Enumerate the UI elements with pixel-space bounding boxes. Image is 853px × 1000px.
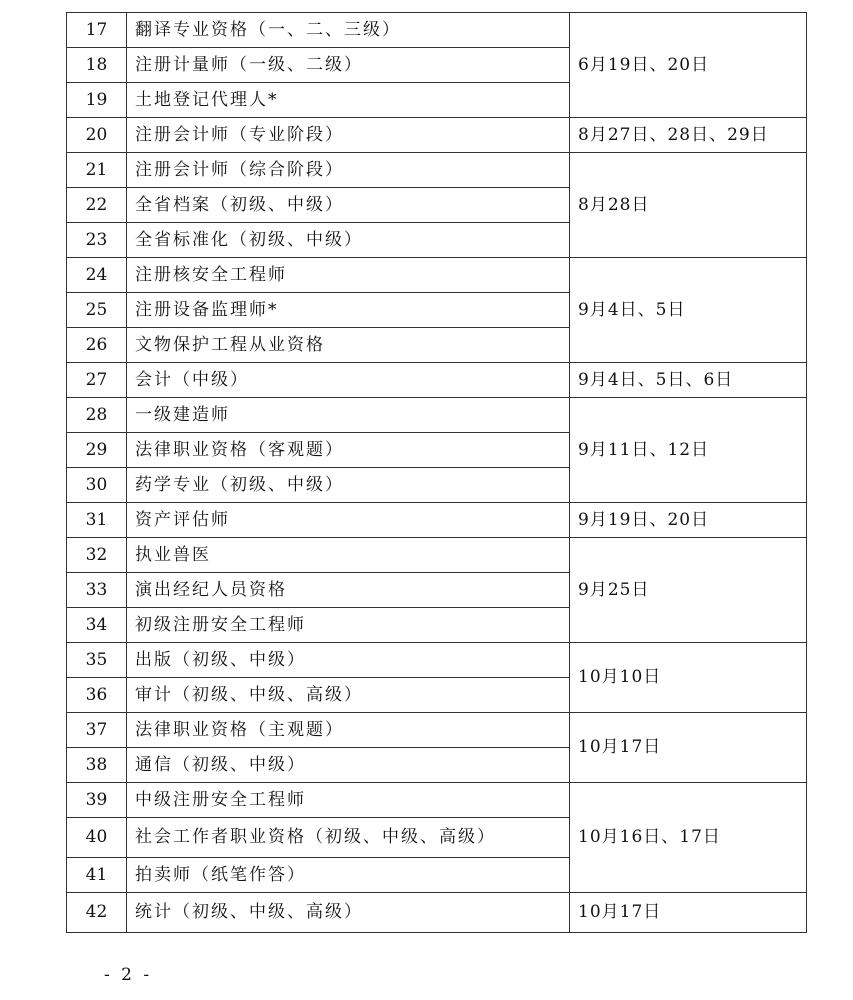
exam-date-cell: 9月25日	[570, 538, 807, 643]
exam-name-cell: 资产评估师	[127, 503, 570, 538]
exam-name-cell: 文物保护工程从业资格	[127, 328, 570, 363]
table-row	[67, 643, 807, 678]
exam-date-cell: 9月4日、5日、6日	[570, 363, 807, 398]
table-row	[67, 13, 807, 48]
exam-name-cell: 法律职业资格（主观题）	[127, 713, 570, 748]
table-row	[67, 538, 807, 573]
exam-schedule-sheet	[66, 12, 789, 933]
exam-name-cell: 执业兽医	[127, 538, 570, 573]
row-number-cell: 40	[67, 818, 127, 858]
exam-name-cell: 通信（初级、中级）	[127, 748, 570, 783]
exam-date-cell: 9月19日、20日	[570, 503, 807, 538]
exam-name-cell: 中级注册安全工程师	[127, 783, 570, 818]
row-number-cell: 23	[67, 223, 127, 258]
row-number-cell: 34	[67, 608, 127, 643]
row-number-cell: 19	[67, 83, 127, 118]
row-number-cell: 18	[67, 48, 127, 83]
row-number-cell: 26	[67, 328, 127, 363]
exam-name-cell: 拍卖师（纸笔作答）	[127, 858, 570, 893]
exam-name-cell: 全省档案（初级、中级）	[127, 188, 570, 223]
exam-name-cell: 注册会计师（综合阶段）	[127, 153, 570, 188]
exam-date-cell: 10月16日、17日	[570, 783, 807, 893]
exam-date-cell: 9月4日、5日	[570, 258, 807, 363]
exam-date-cell: 10月17日	[570, 713, 807, 783]
row-number-cell: 27	[67, 363, 127, 398]
exam-name-cell: 社会工作者职业资格（初级、中级、高级）	[127, 818, 570, 858]
exam-name-cell: 药学专业（初级、中级）	[127, 468, 570, 503]
row-number-cell: 33	[67, 573, 127, 608]
row-number-cell: 37	[67, 713, 127, 748]
exam-name-cell: 注册计量师（一级、二级）	[127, 48, 570, 83]
table-row	[67, 153, 807, 188]
row-number-cell: 29	[67, 433, 127, 468]
exam-name-cell: 出版（初级、中级）	[127, 643, 570, 678]
exam-name-cell: 初级注册安全工程师	[127, 608, 570, 643]
table-row	[67, 713, 807, 748]
exam-name-cell: 注册设备监理师*	[127, 293, 570, 328]
exam-schedule-table-body	[67, 13, 807, 933]
row-number-cell: 41	[67, 858, 127, 893]
table-row	[67, 893, 807, 933]
table-row	[67, 503, 807, 538]
exam-date-cell: 8月28日	[570, 153, 807, 258]
exam-date-cell: 9月11日、12日	[570, 398, 807, 503]
row-number-cell: 42	[67, 893, 127, 933]
table-row	[67, 258, 807, 293]
row-number-cell: 36	[67, 678, 127, 713]
exam-date-cell: 10月10日	[570, 643, 807, 713]
table-row	[67, 118, 807, 153]
exam-name-cell: 演出经纪人员资格	[127, 573, 570, 608]
row-number-cell: 38	[67, 748, 127, 783]
row-number-cell: 17	[67, 13, 127, 48]
row-number-cell: 20	[67, 118, 127, 153]
exam-date-cell: 8月27日、28日、29日	[570, 118, 807, 153]
table-row	[67, 398, 807, 433]
row-number-cell: 28	[67, 398, 127, 433]
exam-name-cell: 一级建造师	[127, 398, 570, 433]
exam-name-cell: 注册会计师（专业阶段）	[127, 118, 570, 153]
exam-name-cell: 法律职业资格（客观题）	[127, 433, 570, 468]
exam-name-cell: 统计（初级、中级、高级）	[127, 893, 570, 933]
row-number-cell: 31	[67, 503, 127, 538]
row-number-cell: 24	[67, 258, 127, 293]
exam-name-cell: 注册核安全工程师	[127, 258, 570, 293]
table-row	[67, 783, 807, 818]
exam-name-cell: 全省标准化（初级、中级）	[127, 223, 570, 258]
page-number: - 2 -	[104, 965, 153, 985]
row-number-cell: 22	[67, 188, 127, 223]
row-number-cell: 30	[67, 468, 127, 503]
exam-name-cell: 会计（中级）	[127, 363, 570, 398]
row-number-cell: 39	[67, 783, 127, 818]
exam-name-cell: 土地登记代理人*	[127, 83, 570, 118]
exam-date-cell: 10月17日	[570, 893, 807, 933]
exam-name-cell: 翻译专业资格（一、二、三级）	[127, 13, 570, 48]
exam-date-cell: 6月19日、20日	[570, 13, 807, 118]
row-number-cell: 32	[67, 538, 127, 573]
exam-schedule-table	[66, 12, 807, 933]
exam-name-cell: 审计（初级、中级、高级）	[127, 678, 570, 713]
table-row	[67, 363, 807, 398]
row-number-cell: 21	[67, 153, 127, 188]
row-number-cell: 25	[67, 293, 127, 328]
row-number-cell: 35	[67, 643, 127, 678]
